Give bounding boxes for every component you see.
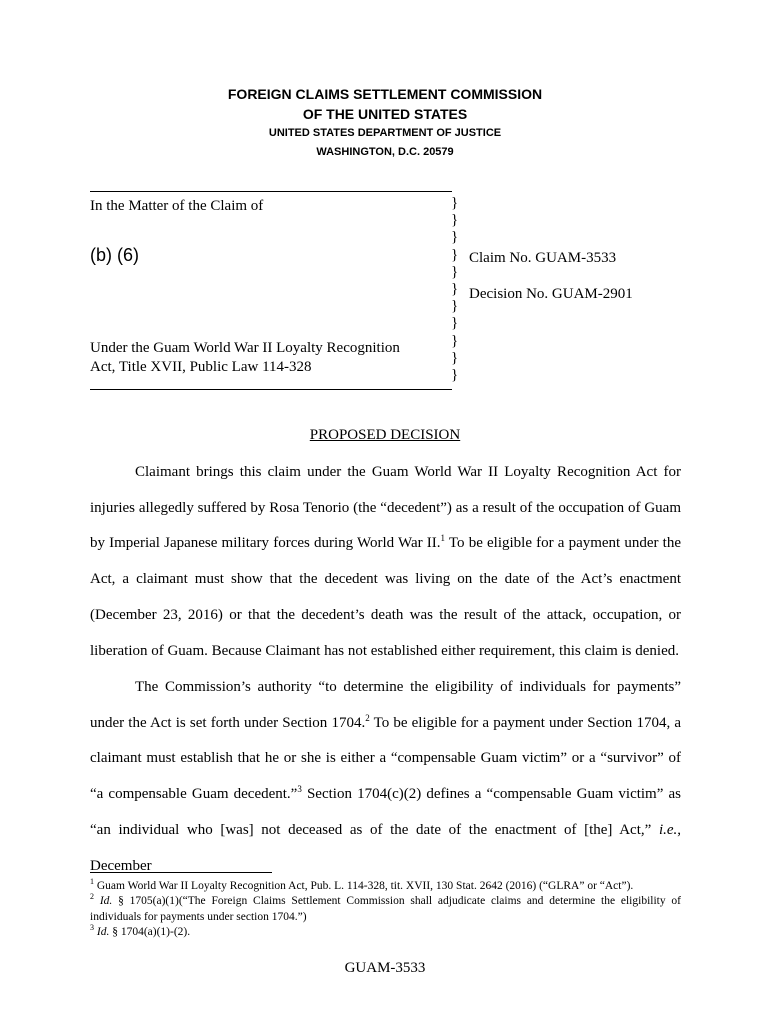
- caption-brackets: } } } } } } } } } } }: [451, 195, 459, 384]
- decision-number: Decision No. GUAM-2901: [469, 286, 633, 302]
- header-department: UNITED STATES DEPARTMENT OF JUSTICE: [268, 127, 502, 139]
- footnote-2-number: 2: [90, 892, 94, 902]
- footnote-1-text: Guam World War II Loyalty Recognition Act, Pub. L. 114-328, tit. XVII, 130 Stat. 2642 (2016) (“GLRA” or “Act”).: [94, 880, 634, 892]
- header-country: OF THE UNITED STATES: [302, 106, 468, 122]
- caption-claimant: (b) (6): [90, 245, 139, 265]
- caption-bottom-rule: [90, 389, 452, 390]
- footnote-1-number: 1: [90, 877, 94, 887]
- caption-matter-of: In the Matter of the Claim of: [90, 198, 264, 214]
- footnote-rule: [90, 872, 272, 873]
- footnote-2-text: § 1705(a)(1)(“The Foreign Claims Settlement Commission shall adjudicate claims and determine the eligibility of individuals for payments under section 1704.”): [90, 895, 681, 923]
- page-footer: GUAM-3533: [344, 960, 426, 976]
- p1-text-b: To be eligible for a payment under the Act, a claimant must show that the decedent was living on the date of the Act’s enactment (December 23, 2016) or that the decedent’s death was the result of the attack, occupation, or liberation of Guam. Because Claimant has not established either requirement, this claim is denied.: [90, 535, 682, 659]
- footnote-ref-2: 2: [365, 712, 370, 723]
- header-commission: FOREIGN CLAIMS SETTLEMENT COMMISSION: [227, 86, 543, 102]
- claim-number: Claim No. GUAM-3533: [469, 250, 617, 266]
- caption-top-rule: [90, 191, 452, 192]
- p2-ie: i.e.: [658, 821, 678, 838]
- footnote-ref-1: 1: [440, 533, 446, 544]
- footnote-3-lead: Id.: [96, 925, 110, 938]
- p1-text-a: Claimant brings this claim under the Guam World War II Loyalty Recognition Act for injuries allegedly suffered by Rosa Tenorio (the “decedent”) as a result of the occupation of Guam by Imperial Japanese military forces during World War II.: [90, 464, 681, 552]
- caption-act-line-1: Under the Guam World War II Loyalty Recognition: [90, 340, 400, 356]
- footnote-1: [90, 879, 681, 894]
- footnote-3-text: § 1704(a)(1)-(2).: [109, 925, 191, 938]
- p2-text-c: Section 1704(c)(2) defines a “compensable Guam victim” as “an individual who [was] not deceased as of the date of the enactment of [the] Act,”: [90, 786, 682, 838]
- footnote-2-lead: Id.: [99, 895, 113, 908]
- p2-text-a: The Commission’s authority “to determine the eligibility of individuals for payments” under the Act is set forth under Section 1704.: [90, 679, 681, 731]
- body-paragraph-1: [90, 455, 681, 669]
- p2-text-b: To be eligible for a payment under Section 1704, a claimant must establish that he or she is either a “compensable Guam victim” or a “survivor” of “a compensable Guam decedent.”: [90, 714, 682, 803]
- footnote-2: [90, 894, 681, 925]
- footnote-3: [90, 925, 681, 940]
- footnote-3-number: 3: [90, 923, 94, 933]
- decision-title: PROPOSED DECISION: [309, 427, 461, 443]
- caption-act-line-2: Act, Title XVII, Public Law 114-328: [90, 359, 312, 375]
- footnote-ref-3: 3: [297, 784, 302, 795]
- p2-text-d: , December: [90, 821, 682, 874]
- header-address: WASHINGTON, D.C. 20579: [316, 146, 454, 158]
- footnotes: [90, 879, 681, 940]
